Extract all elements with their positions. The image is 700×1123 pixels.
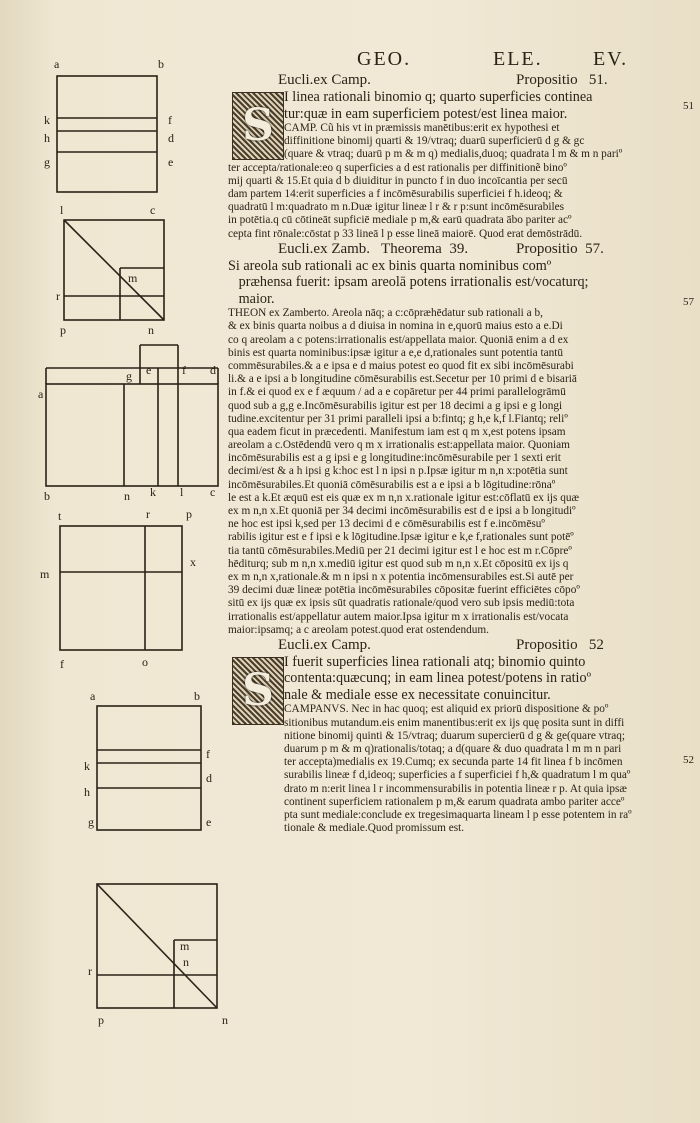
fig6-label-r: r [88,964,92,978]
fig6-label-p: p [98,1013,104,1027]
fig2-label-c: c [150,203,156,217]
fig4-label-t: t [58,509,62,523]
body-line: ter accepta)medialis ex 19.Cumq; ex secunda parte 14 fit linea f b incōmen [284,756,623,769]
fig2-label-m: m [128,271,138,285]
fig4-label-r: r [146,507,150,521]
fig5-label-e: e [206,815,212,829]
body-line: & ex binis quarta noibus a d diuisa in nomina in e,quorū maius esto a e.Di [228,320,563,333]
heading-source: Eucli.ex Camp. [278,636,371,653]
body-line: quod sub a g,g e.Incōmēsurabilis igitur est per 18 decimi a g ipsi e g longi [228,399,563,412]
header-geo: GEO. [357,48,412,70]
statement-line: I linea rationali binomio q; quarto superficies continea [284,89,593,105]
header-ele: ELE. [493,48,543,70]
body-line: cepta fint rōnale:cōstat p 33 lineā l p esse lineā maiorē. Quod erat demōstrādū. [228,227,583,240]
figure-2-square [64,220,164,320]
body-line: CAMPANVS. Nec in hac quoq; est aliquid ex priorū dispositione & poº [284,703,609,716]
body-line: ex m n,n x.Et quoniā per 34 decimi incōmēsurabilis est d e ipsi a b longitudiº [228,505,576,517]
body-line: decimi/est & a h ipsi g k:hoc est l n ipsi n p.Ipsæ igitur m n,n x:potētia sunt [228,465,568,478]
body-line: commēsurabiles.& a e ipsa e d maius potest eo quod fit ex sibi incōmēsurabi [228,359,574,372]
body-line: in f.& ei quod ex e f æquum / ad a e copāretur per 44 primi parallelogrāmū [228,386,566,399]
body-line: qua eadem ficut in præcedenti. Manifestum iam est q m x,est potens ipsam [228,425,566,438]
body-line: ne hoc est ipsi k,sed per 13 decimi d e cōmēsurabilis est f e.incōmēsuº [228,518,545,531]
heading-proposition-number: Propositio 52 [516,636,604,653]
geometric-figures [0,0,228,1123]
figure-5-rectangle [97,706,201,830]
proposition-heading [228,72,680,89]
fig5-label-g: g [88,815,94,829]
body-line: incōmēsurabiles.Et quoniā cōmēsurabilis est a e ipsi a b lōgitudine:rōnaº [228,478,556,491]
figure-3-parallelogram [46,345,218,486]
body-line: mij quarti & 15.Et quia d b diuiditur in puncto f in duo incoīcantia per secū [228,174,568,187]
statement-line: I fuerit superficies linea rationali atq; binomio quinto [284,653,586,670]
fig3-label-g: g [126,369,132,383]
margin-number-middle: 57 [683,296,694,308]
fig2-label-p: p [60,323,66,337]
body-line: diffinitione binomij quarti & 19/vtraq; duarū superficierū d g & gc [284,135,585,148]
fig5-label-k: k [84,759,90,773]
decorated-initial: S [232,92,284,160]
body-line: sitionibus mutandum.eis enim manentibus:erit ex ijs quę posita sunt in diffi [284,716,625,729]
body-line: ter accepta/rationale:eo q superficies a d est rationalis per diffinitionẽ binoº [228,161,567,174]
fig4-label-x: x [190,555,196,569]
fig3-label-b: b [44,489,50,503]
body-line: 39 decimi duæ lineæ potētia incōmēsurabiles cōpositæ fuerint efficiētes cōpoº [228,584,580,597]
body-line: nitione binomij quinti & 15/vtraq; duarum supercierū d g & ge(quare vtraq; [284,729,626,742]
body-line: in potētia.q cū cōtineāt supficiē mediale p m,& earū quadrata ābo pariter acº [228,214,572,227]
fig1-label-k: k [44,113,50,127]
body-line: le est a k.Et æquū est eis quæ ex m n,n x.rationale igitur est:cōflatū ex ijs quæ [228,491,580,504]
body-line: surabilis lineæ f d,ideoq; superficies a f superficiei f h,& quadratum l m quaº [284,769,631,782]
running-header [355,48,655,72]
fig3-label-n: n [124,489,130,503]
header-ev: EV. [593,48,629,70]
body-line: pta sunt mediale:conclude ex tregesimaquarta lineam l p esse potentem in raº [284,808,632,821]
fig4-label-f: f [60,657,64,671]
fig5-label-h: h [84,785,90,799]
body-line: sitū ex ijs quæ ex ipsis sūt quadratis rationale/quod vero sub ipsis mediū:tota [228,597,575,610]
fig4-label-m: m [40,567,50,581]
fig5-label-f: f [206,747,210,761]
statement-line: tur:quæ in eam superficiem potest/est linea maior. [284,105,568,122]
statement-line: maior. [228,290,275,307]
fig1-label-d: d [168,131,174,145]
fig1-label-h: h [44,131,50,145]
body-line: duarum p m & m q)rationalis/totaq; a d(quare & duo quadrata l m m n pari [284,742,622,755]
body-line: THEON ex Zamberto. Areola nāq; a c:cōpræhēdatur sub rationali a b, [228,307,543,320]
body-line: dam partem 14:erit superficies a f incōmēsurabilis superficiei f h.ideoq; & [228,187,563,200]
body-line: hēditurq; sub m n,n x.mediū igitur est quod sub m n,n x.Et cōpositū ex ijs q [228,557,569,570]
fig1-label-g: g [44,155,50,169]
body-line: areolam a c.Ostēdendū vero q m x irrationalis est:appellata maior. Quoniam [228,439,570,452]
body-line: (quare & vtraq; duarū p m & m q) medialis,duoq; quadrata l m & m n pariº [284,148,623,161]
fig6-label-m: m [180,939,190,953]
decorated-initial: S [232,657,284,725]
margin-number-top: 51 [683,100,694,112]
heading-proposition-number: Propositio 57. [516,240,604,257]
fig5-label-b: b [194,689,200,703]
figure-column [0,0,228,1123]
figure-letter-labels [38,57,228,1027]
fig3-label-f: f [182,363,186,377]
fig1-label-f: f [168,113,172,127]
body-line: maior:ipsamq; a c areolam potest.quod erat ostendendum. [228,623,490,636]
figure-6-square [97,884,217,1008]
fig2-label-r: r [56,289,60,303]
fig2-label-l: l [60,203,64,217]
body-line: binis est quarta nominibus:ipsæ igitur a e,e d,rationales sunt potentia tantū [228,346,564,359]
body-line: tudine.excitentur per 31 primi paralleli ipsi a b:fintq; g h,e k,f l.Fiantq; reliº [228,412,568,425]
statement-line: Si areola sub rationali ac ex binis quarta nominibus comº [228,257,552,274]
fig4-label-o: o [142,655,148,669]
figure-4-square [60,526,182,650]
body-line: ex m n,n x,rationale.& m n ipsi n x potentia incōmensurabiles est.Si autē per [228,570,574,583]
heading-source: Eucli.ex Zamb. Theorema 39. [278,240,469,257]
fig1-label-e: e [168,155,174,169]
body-line: quadratū l m:quadrato m n.Duæ igitur lineæ l r & r p:sunt incōmēsurabiles [228,201,565,214]
body-line: drato m n:erit linea l r incommensurabilis in potentia lineæ r p. At quia ipsæ [284,782,627,795]
fig3-label-c: c [210,485,216,499]
body-line: co q areolam a c potens:irrationalis est/appellata maior. Quoniā enim a d ex [228,333,569,346]
fig5-label-d: d [206,771,212,785]
heading-proposition-number: Propositio 51. [516,72,608,88]
body-line: CAMP. Cũ his vt in præmissis manētibus:erit ex hypothesi et [284,122,560,134]
fig4-label-p: p [186,507,192,521]
body-line: rabilis igitur est e f ipsi e k lōgitudine.Ipsæ igitur e k,e f,rationales sunt potēº [228,531,574,544]
body-line: continent superficiem rationalem p m,& earum quadrata ambo pariter acceº [284,795,625,808]
fig6-label-n: n [183,955,189,969]
fig3-label-e: e [146,363,152,377]
statement-line: contenta:quæcunq; in eam linea potest/potens in ratioº [284,670,591,687]
body-line: tia tantū cōmēsurabiles.Mediū per 21 decimi igitur est l e hoc est m r.Cōpreº [228,544,572,557]
body-line: li.& a e ipsi a b longitudine cōmēsurabilis est.Secetur per 10 primi d e bisariā [228,373,577,386]
fig1-label-b: b [158,57,164,71]
proposition-heading [228,241,680,258]
figure-1-rectangle [57,76,157,192]
main-text-column [228,72,680,835]
fig3-label-k: k [150,485,156,499]
proposition-heading [228,637,680,654]
fig3-label-d: d [210,363,216,377]
statement-line: nale & mediale esse ex necessitate conuincitur. [284,686,551,703]
fig6-label-n: n [222,1013,228,1027]
fig3-label-l: l [180,485,184,499]
heading-source: Eucli.ex Camp. [278,72,371,88]
body-line: irrationalis est/appellatur autem maior.Ipsa igitur m x irrationalis est/vocata [228,610,569,623]
body-line: tionale & mediale.Quod promissum est. [284,822,465,835]
fig5-label-a: a [90,689,96,703]
body-line: incōmēsurabilis est a g ipsi e g longitudine:incōmēsurabile per 1 sexti erit [228,452,561,465]
fig3-label-a: a [38,387,44,401]
fig1-label-a: a [54,57,60,71]
margin-number-bottom: 52 [683,754,694,766]
fig2-label-n: n [148,323,154,337]
statement-line: præhensa fuerit: ipsam areolā potens irrationalis est/vocaturq; [228,274,589,291]
